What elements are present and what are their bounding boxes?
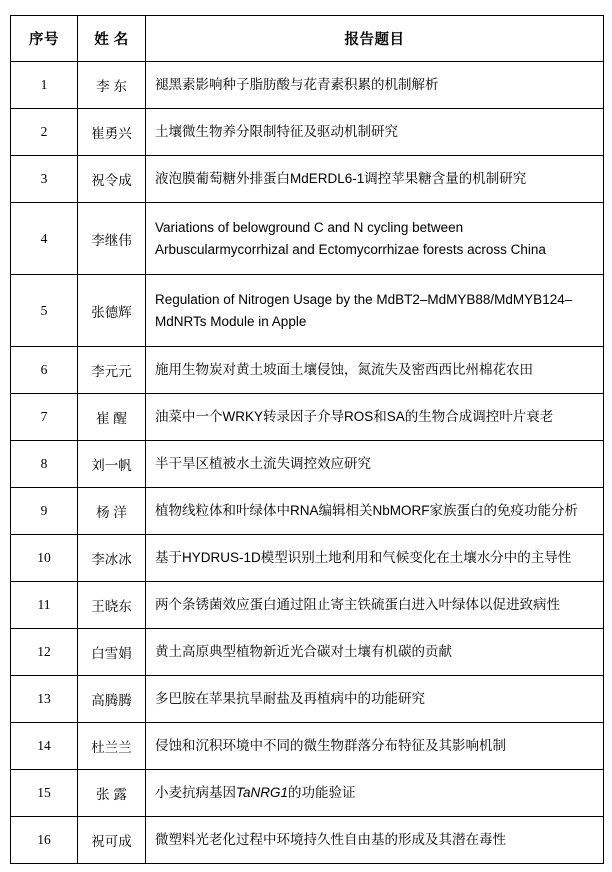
cell-index: 15 <box>11 770 78 817</box>
cell-index: 12 <box>11 629 78 676</box>
cell-title: 基于HYDRUS-1D模型识别土地利用和气候变化在土壤水分中的主导性 <box>146 535 604 582</box>
column-header-name: 姓 名 <box>78 16 146 62</box>
cell-name: 李元元 <box>78 347 146 394</box>
cell-title <box>146 275 604 347</box>
table-row <box>11 203 604 275</box>
cell-title: 侵蚀和沉积环境中不同的微生物群落分布特征及其影响机制 <box>146 723 604 770</box>
column-header-index: 序号 <box>11 16 78 62</box>
cell-name: 李 东 <box>78 62 146 109</box>
cell-name: 王晓东 <box>78 582 146 629</box>
cell-name: 崔 醒 <box>78 394 146 441</box>
cell-name: 祝可成 <box>78 817 146 864</box>
table-header <box>11 16 604 62</box>
cell-title: 两个条锈菌效应蛋白通过阻止寄主铁硫蛋白进入叶绿体以促进致病性 <box>146 582 604 629</box>
cell-index: 7 <box>11 394 78 441</box>
cell-name: 张德辉 <box>78 275 146 347</box>
cell-name: 高腾腾 <box>78 676 146 723</box>
title-gene-name: TaNRG1 <box>236 785 289 801</box>
cell-title: 半干旱区植被水土流失调控效应研究 <box>146 441 604 488</box>
report-table <box>10 15 604 864</box>
table-row <box>11 109 604 156</box>
header-row <box>11 16 604 62</box>
cell-title: 土壤微生物养分限制特征及驱动机制研究 <box>146 109 604 156</box>
cell-index: 10 <box>11 535 78 582</box>
cell-index: 1 <box>11 62 78 109</box>
table-row <box>11 441 604 488</box>
title-line: Regulation of Nitrogen Usage by the MdBT2–MdMYB88/MdMYB124– <box>155 291 573 307</box>
cell-name: 李继伟 <box>78 203 146 275</box>
table-row <box>11 394 604 441</box>
cell-name: 张 露 <box>78 770 146 817</box>
table-row <box>11 582 604 629</box>
cell-title: 微塑料光老化过程中环境持久性自由基的形成及其潜在毒性 <box>146 817 604 864</box>
cell-title: 油菜中一个WRKY转录因子介导ROS和SA的生物合成调控叶片衰老 <box>146 394 604 441</box>
cell-index: 2 <box>11 109 78 156</box>
title-text: 的功能验证 <box>288 785 356 801</box>
cell-index: 5 <box>11 275 78 347</box>
title-text: 小麦抗病基因 <box>155 785 236 801</box>
cell-title: 多巴胺在苹果抗旱耐盐及再植病中的功能研究 <box>146 676 604 723</box>
table-row <box>11 629 604 676</box>
cell-title: 褪黑素影响种子脂肪酸与花青素积累的机制解析 <box>146 62 604 109</box>
cell-title: 黄土高原典型植物新近光合碳对土壤有机碳的贡献 <box>146 629 604 676</box>
title-line: Arbuscularmycorrhizal and Ectomycorrhizae forests across China <box>155 241 546 257</box>
cell-index: 4 <box>11 203 78 275</box>
table-row <box>11 347 604 394</box>
table-row <box>11 676 604 723</box>
cell-index: 9 <box>11 488 78 535</box>
cell-name: 杜兰兰 <box>78 723 146 770</box>
cell-title: 植物线粒体和叶绿体中RNA编辑相关NbMORF家族蛋白的免疫功能分析 <box>146 488 604 535</box>
cell-index: 16 <box>11 817 78 864</box>
table-row <box>11 156 604 203</box>
table-row <box>11 275 604 347</box>
table-row <box>11 723 604 770</box>
cell-name: 刘一帆 <box>78 441 146 488</box>
table-row <box>11 535 604 582</box>
cell-index: 8 <box>11 441 78 488</box>
cell-title: 施用生物炭对黄土坡面土壤侵蚀，氮流失及密西西比州棉花农田 <box>146 347 604 394</box>
cell-index: 14 <box>11 723 78 770</box>
cell-name: 李冰冰 <box>78 535 146 582</box>
title-line: MdNRTs Module in Apple <box>155 313 307 329</box>
cell-name: 杨 洋 <box>78 488 146 535</box>
cell-index: 3 <box>11 156 78 203</box>
title-line: Variations of belowground C and N cycling between <box>155 219 464 235</box>
cell-name: 白雪娟 <box>78 629 146 676</box>
table-row <box>11 62 604 109</box>
table-body <box>11 62 604 864</box>
cell-name: 祝令成 <box>78 156 146 203</box>
cell-title <box>146 770 604 817</box>
cell-title <box>146 203 604 275</box>
cell-index: 6 <box>11 347 78 394</box>
cell-title: 液泡膜葡萄糖外排蛋白MdERDL6-1调控苹果糖含量的机制研究 <box>146 156 604 203</box>
table-row <box>11 488 604 535</box>
cell-name: 崔勇兴 <box>78 109 146 156</box>
column-header-title: 报告题目 <box>146 16 604 62</box>
cell-index: 11 <box>11 582 78 629</box>
table-row <box>11 770 604 817</box>
cell-index: 13 <box>11 676 78 723</box>
table-row <box>11 817 604 864</box>
